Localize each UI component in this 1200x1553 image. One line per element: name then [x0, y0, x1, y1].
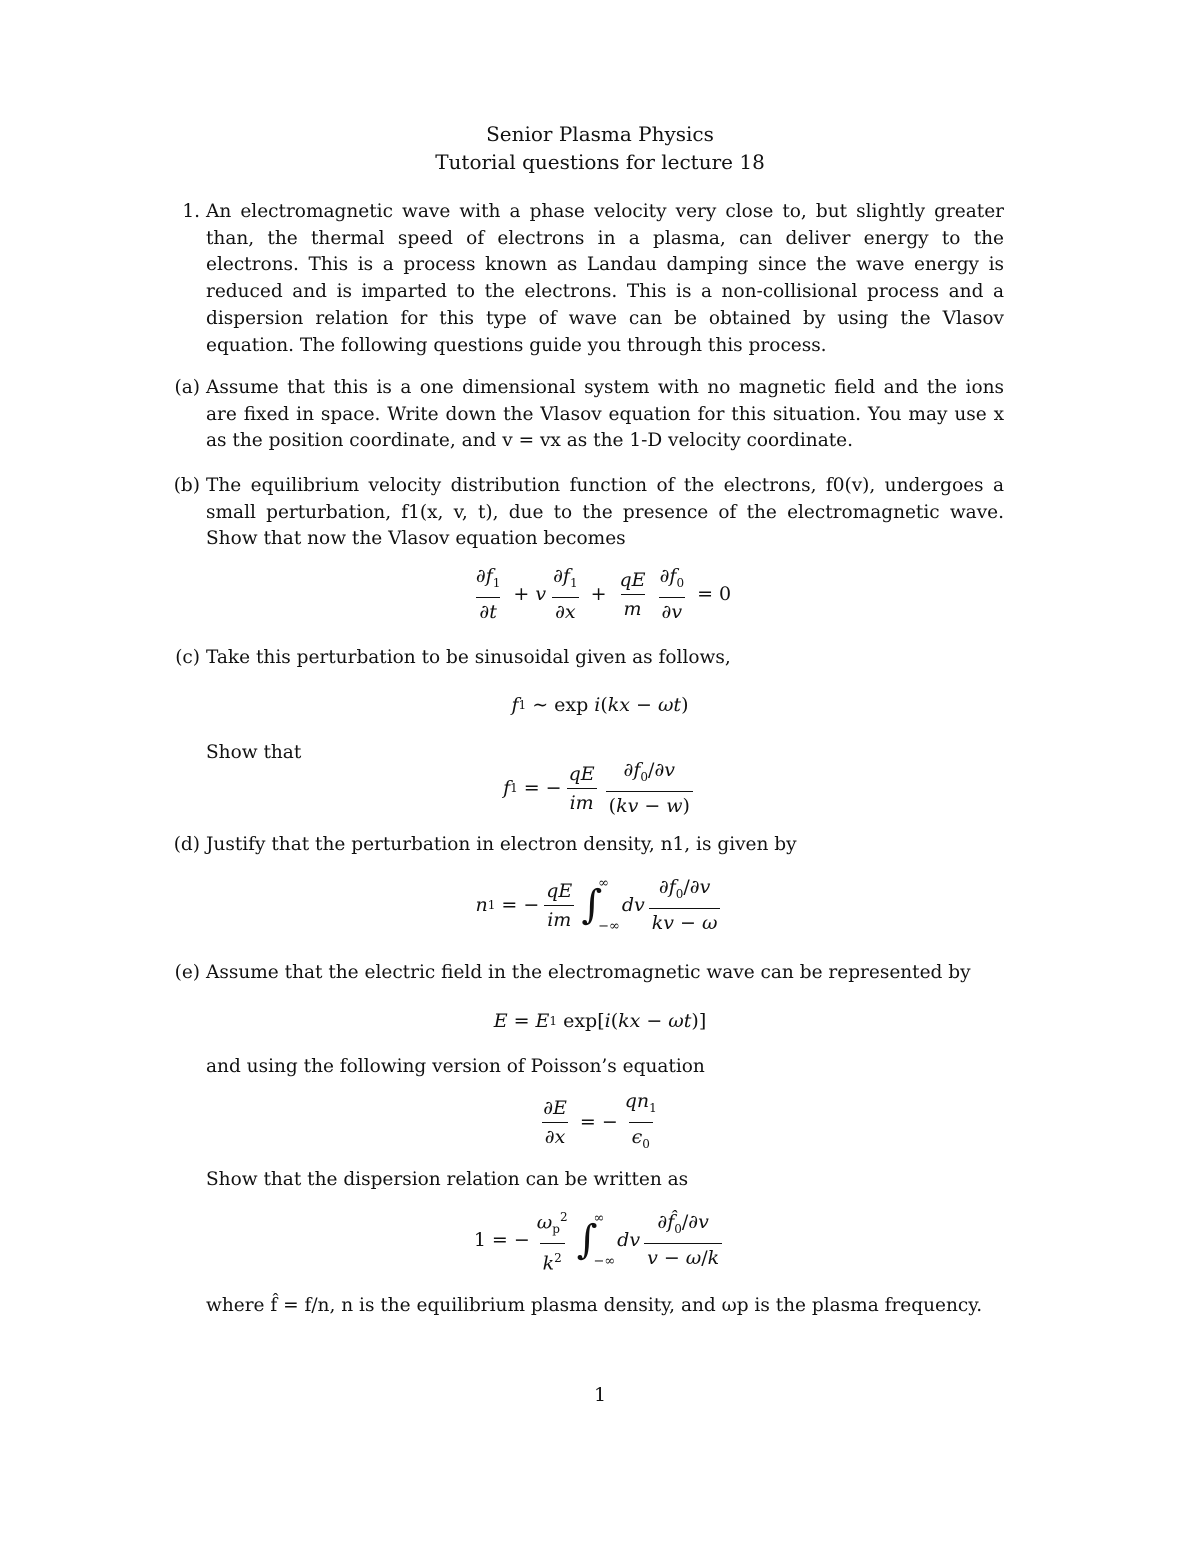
part-b-text: The equilibrium velocity distribution function of the electrons, f0(v), undergoes a small perturbation, f1(x, v, t), due to the presence of the electromagnetic wave. Show that now the Vlasov equation becomes	[206, 475, 1004, 550]
part-d-text: Justify that the perturbation in electron density, n1, is given by	[206, 834, 797, 855]
part-e-poisson-text: and using the following version of Poisson’s equation	[206, 1056, 705, 1077]
part-e-label: (e)	[174, 962, 200, 983]
vlasov-perturbed-equation: $\frac{\partial f_1}{\partial t}$ + v $\frac{\partial f_1}{\partial x}$ + $\frac{qE}{m}$ $\frac{\partial f_0}{\partial v}$ = 0	[475, 565, 732, 623]
part-e-where-text: where f̂ = f/n, n is the equilibrium plasma density, and ωp is the plasma frequency.	[206, 1295, 983, 1316]
part-c-show-that: Show that	[206, 742, 302, 763]
density-perturbation-equation: n 1 = − $\frac{qE}{im}$ ∫ ∞ −∞ dv $\frac{\partial f_0/\partial v}{kv - \omega}$	[0, 874, 1200, 936]
part-b-label: (b)	[173, 475, 200, 496]
part-c-text: Take this perturbation to be sinusoidal given as follows,	[206, 647, 731, 668]
part-d-label: (d)	[173, 834, 200, 855]
poisson-equation: $\frac{\partial E}{\partial x}$ = − $\frac{qn_1}{\epsilon_0}$	[0, 1094, 1200, 1150]
f1-solution-equation: f 1 = − $\frac{qE}{im}$ $\frac{\partial f_0/\partial v}{(kv - w)}$	[0, 760, 1200, 816]
electric-field-equation: E = E 1 exp[ i ( kx − ωt )]	[493, 1010, 707, 1032]
document-title: Senior Plasma Physics	[486, 122, 714, 146]
question-number: 1.	[182, 201, 200, 222]
part-a-text: Assume that this is a one dimensional system with no magnetic field and the ions are fixed in space. Write down the Vlasov equation for this situation. You may use x as the position coordinate, and v = vx as the 1-D velocity coordinate.	[206, 377, 1004, 452]
document-subtitle: Tutorial questions for lecture 18	[435, 150, 765, 174]
question-intro: An electromagnetic wave with a phase velocity very close to, but slightly greater than, the thermal speed of electrons in a plasma, can deliver energy to the electrons. This is a process known as Landau damping since the wave energy is reduced and is imparted to the electrons. This is a non-collisional process and a dispersion relation for this type of wave can be obtained by using the Vlasov equation. The following questions guide you through this process.	[206, 201, 1004, 356]
perturbation-form-equation: f 1 ∼ exp i ( kx − ωt )	[511, 694, 689, 716]
page-number: 1	[593, 1384, 607, 1406]
part-e-show-that: Show that the dispersion relation can be written as	[206, 1169, 689, 1190]
part-a-label: (a)	[174, 377, 200, 398]
dispersion-relation-equation: 1 = − $\frac{\omega_p^2}{k^2}$ ∫ ∞ −∞ dv $\frac{\partial f̂_0/\partial v}{v - \omega/k}$	[0, 1208, 1200, 1272]
part-c-label: (c)	[175, 647, 200, 668]
part-e-text: Assume that the electric field in the electromagnetic wave can be represented by	[206, 962, 971, 983]
